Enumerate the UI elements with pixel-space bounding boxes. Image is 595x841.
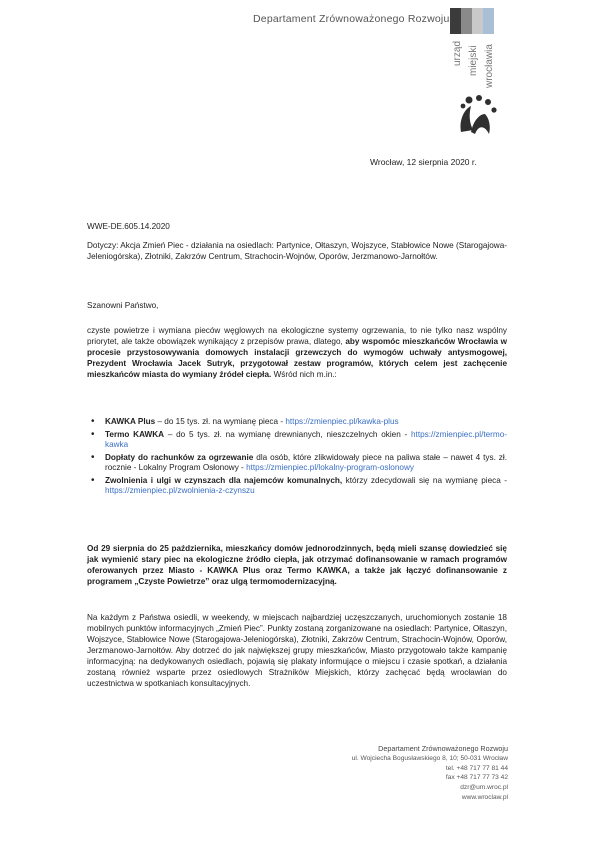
- program-name: Termo KAWKA: [105, 429, 165, 439]
- subject-line: Dotyczy: Akcja Zmień Piec - działania na osiedlach: Partynice, Ołtaszyn, Wojszyce, Stabłowice Nowe (Starogajowa-Jeleniogórska), Złotniki, Zakrzów Centrum, Strachocin-Wojnów, Oporów, Jerzmanowo-Jarnołtów.: [87, 241, 507, 261]
- program-name: KAWKA Plus: [105, 417, 156, 426]
- paragraph-info-points: Na każdym z Państwa osiedli, w weekendy, w miejscach najbardziej uczęszczanych, uruchomionych zostanie 18 mobilnych punktów informacyjnych „Zmień Piec”. Punkty zostaną zorganizowane na osiedlach: Partynice, Ołtaszyn, Wojszyce, Stabłowice Nowe (Starogajowa-Jeleniogórska), Złotniki, Zakrzów Centrum, Strachocin-Wojnów, Oporów, Jerzmanowo-Jarnołtów. Aby dotrzeć do jak największej grupy mieszkańców, Miasto przygotowało także kampanię informacyjną: na dedykowanych osiedlach, pojawią się plakaty informujące o miejscu i czasie spotkań, a działania zostaną również wsparte przez osiedlowych Strażników Miejskich, którzy zachęcać będą wrocławian do uczestnictwa w spotkaniach konsultacyjnych.: [87, 613, 507, 688]
- program-link-oslonowy[interactable]: https://zmienpiec.pl/lokalny-program-oslonowy: [246, 463, 414, 472]
- paragraph-campaign-dates: Od 29 sierpnia do 25 października, mieszkańcy domów jednorodzinnych, będą mieli szansę dowiedzieć się jak wymienić stary piec na ekologiczne źródło ciepła, jak otrzymać dofinansowanie w ramach programów oferowanych przez Miasto - KAWKA Plus oraz Termo KAWKA, a także jak łączyć dofinansowanie z programem „Czyste Powietrze” oraz ulgą termomodernizacyjną.: [87, 544, 507, 586]
- program-desc: – do 5 tys. zł. na wymianę drewnianych, nieszczelnych okien -: [164, 429, 411, 439]
- intro-text-2: Wśród nich m.in.:: [271, 370, 337, 379]
- list-item-kawka-plus: [87, 417, 507, 428]
- intro-text-1: czyste powietrze i wymiana pieców węglowych na ekologiczne systemy ogrzewania, to nie tylko nasz wspólny priorytet, ale także obowiązek wynikający z przepisów prawa, dlatego,: [87, 326, 507, 346]
- program-link-zwolnienia[interactable]: https://zmienpiec.pl/zwolnienia-z-czynszu: [105, 486, 255, 495]
- list-item-termo-kawka: [87, 430, 507, 451]
- footer-email[interactable]: dzr@um.wroc.pl: [460, 784, 508, 792]
- intro-text-bold: aby wspomóc mieszkańców Wrocławia w procesie przystosowywania domowych instalacji grzewczych do wymogów uchwały antysmogowej, Prezydent Wrocławia Jacek Sutryk, przygotował zestaw programów, których celem jest zachęcenie mieszkańców miasta do wymiany źródeł ciepła.: [87, 337, 508, 379]
- paragraph-intro: [87, 325, 507, 380]
- logo-text-wroclawia: wrocławia: [484, 44, 495, 88]
- footer-contact: [320, 744, 508, 803]
- program-desc: którzy zdecydowali się na wymianę pieca -: [342, 475, 507, 485]
- logo-text-urzad: urząd: [452, 40, 463, 66]
- letter-date: Wrocław, 12 sierpnia 2020 r.: [370, 157, 477, 167]
- program-link-termo-kawka[interactable]: https://zmienpiec.pl/termo-kawka: [105, 429, 507, 449]
- program-desc: – do 15 tys. zł. na wymianę pieca -: [155, 417, 286, 426]
- greeting: Szanowni Państwo,: [87, 301, 159, 310]
- list-item-doplaty: [87, 453, 507, 474]
- program-desc: dla osób, które zlikwidowały piece na paliwa stałe – nawet 4 tys. zł. rocznie - Lokalny Program Osłonowy -: [105, 452, 507, 472]
- program-name: Dopłaty do rachunków za ogrzewanie: [105, 452, 254, 462]
- program-name: Zwolnienia i ulgi w czynszach dla najemców komunalnych,: [105, 475, 343, 485]
- department-header: Departament Zrównoważonego Rozwoju: [253, 13, 450, 25]
- footer-address: ul. Wojciecha Bogusławskiego 8, 10; 50-031 Wrocław: [351, 754, 508, 762]
- program-link-kawka-plus[interactable]: https://zmienpiec.pl/kawka-plus: [285, 417, 399, 426]
- footer-tel: tel. +48 717 77 81 44: [445, 764, 508, 772]
- reference-number: WWE-DE.605.14.2020: [87, 222, 170, 231]
- footer-department: Departament Zrównoważonego Rozwoju: [378, 744, 508, 753]
- list-item-zwolnienia: [87, 476, 507, 497]
- footer-web[interactable]: www.wroclaw.pl: [461, 793, 508, 801]
- logo-text-miejski: miejski: [468, 45, 479, 76]
- city-emblem-icon: [455, 92, 501, 138]
- program-list: [87, 417, 507, 499]
- footer-fax: fax +48 717 77 73 42: [445, 774, 508, 782]
- city-logo-bars: [450, 8, 494, 34]
